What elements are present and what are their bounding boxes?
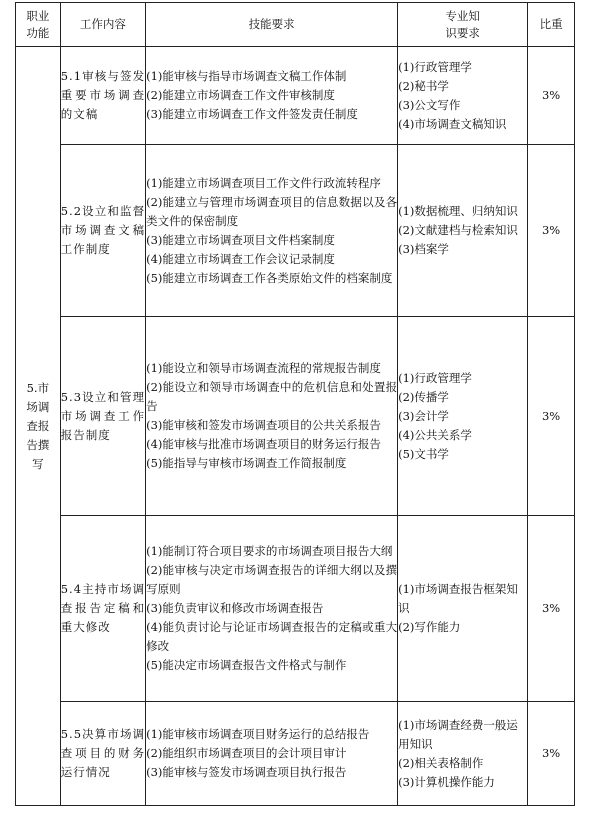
- function-cell: 5.市 场调 查报 告撰 写: [16, 47, 61, 806]
- weight-cell: 3%: [528, 516, 575, 702]
- skill-item: (3)能负责审议和修改市场调查报告: [146, 601, 324, 615]
- skills-cell: [146, 516, 398, 702]
- skill-item: (2)能审核与决定市场调查报告的详细大纲以及撰写原则: [146, 563, 398, 596]
- work-content-cell: 5.5决算市场调查项目的财务运行情况: [60, 702, 145, 806]
- knowledge-item: (2)传播学: [398, 389, 449, 404]
- skills-cell: [146, 47, 398, 145]
- skill-item: (4)能建立市场调查工作会议记录制度: [146, 251, 335, 266]
- skill-item: (5)能建立市场调查工作各类原始文件的档案制度: [146, 270, 393, 285]
- work-content-cell: 5.3设立和管理市场调查工作报告制度: [60, 317, 145, 516]
- table-row: [16, 145, 575, 317]
- weight-cell: 3%: [528, 317, 575, 516]
- knowledge-item: (5)文书学: [398, 446, 449, 461]
- skills-cell: [146, 702, 398, 806]
- table-row: [16, 47, 575, 145]
- knowledge-cell: [398, 516, 528, 702]
- knowledge-item: (3)档案学: [398, 242, 449, 256]
- skill-item: (3)能建立市场调查工作文件签发责任制度: [146, 107, 358, 121]
- skill-item: (3)能建立市场调查项目文件档案制度: [146, 232, 335, 247]
- knowledge-cell: [398, 47, 528, 145]
- knowledge-item: (1)数据梳理、归纳知识: [398, 204, 518, 218]
- knowledge-item: (1)行政管理学: [398, 370, 472, 385]
- skill-item: (2)能设立和领导市场调查中的危机信息和处置报告: [146, 380, 398, 413]
- weight-cell: 3%: [528, 47, 575, 145]
- knowledge-item: (2)文献建档与检索知识: [398, 223, 518, 237]
- header-function: 职业 功能: [16, 3, 61, 47]
- knowledge-item: (3)计算机操作能力: [398, 774, 495, 789]
- knowledge-item: (4)公共关系学: [398, 427, 472, 442]
- weight-cell: 3%: [528, 702, 575, 806]
- skill-item: (2)能组织市场调查项目的会计项目审计: [146, 746, 347, 760]
- knowledge-cell: [398, 145, 528, 317]
- knowledge-item: (1)行政管理学: [398, 59, 472, 74]
- skill-item: (3)能审核与签发市场调查项目执行报告: [146, 765, 347, 779]
- weight-cell: 3%: [528, 145, 575, 317]
- work-content-cell: 5.2设立和监督市场调查文稿工作制度: [60, 145, 145, 317]
- skills-cell: [146, 317, 398, 516]
- knowledge-item: (3)会计学: [398, 408, 449, 423]
- skill-item: (4)能负责讨论与论证市场调查报告的定稿或重大修改: [146, 620, 398, 653]
- knowledge-item: (3)公文写作: [398, 97, 461, 112]
- knowledge-item: (1)市场调查经费一般运用知识: [398, 717, 518, 751]
- knowledge-item: (2)秘书学: [398, 78, 449, 93]
- skill-item: (1)能审核与指导市场调查文稿工作体制: [146, 69, 347, 83]
- header-content: 工作内容: [60, 3, 145, 47]
- skill-item: (1)能制订符合项目要求的市场调查项目报告大纲: [146, 544, 393, 558]
- skill-item: (1)能设立和领导市场调查流程的常规报告制度: [146, 361, 381, 375]
- skill-item: (4)能审核与批准市场调查项目的财务运行报告: [146, 437, 381, 451]
- skill-item: (2)能建立与管理市场调查项目的信息数据以及各类文件的保密制度: [146, 194, 398, 228]
- knowledge-cell: [398, 702, 528, 806]
- skill-item: (5)能决定市场调查报告文件格式与制作: [146, 658, 347, 672]
- table-header-row: [16, 3, 575, 47]
- table-row: [16, 516, 575, 702]
- header-skills: 技能要求: [146, 3, 398, 47]
- work-content-cell: 5.1审核与签发重要市场调查的文稿: [60, 47, 145, 145]
- knowledge-item: (2)写作能力: [398, 620, 461, 634]
- skill-item: (2)能建立市场调查工作文件审核制度: [146, 88, 335, 102]
- table-row: [16, 317, 575, 516]
- header-weight: 比重: [528, 3, 575, 47]
- skill-item: (1)能审核市场调查项目财务运行的总结报告: [146, 727, 370, 741]
- header-knowledge: 专业知 识要求: [398, 3, 528, 47]
- occupation-standard-table: [15, 2, 575, 806]
- skills-cell: [146, 145, 398, 317]
- skill-item: (5)能指导与审核市场调查工作简报制度: [146, 456, 347, 470]
- table-row: [16, 702, 575, 806]
- knowledge-item: (1)市场调查报告框架知识: [398, 582, 518, 615]
- skill-item: (1)能建立市场调查项目工作文件行政流转程序: [146, 175, 381, 190]
- knowledge-item: (4)市场调查文稿知识: [398, 116, 507, 131]
- work-content-cell: 5.4主持市场调查报告定稿和重大修改: [60, 516, 145, 702]
- knowledge-cell: [398, 317, 528, 516]
- knowledge-item: (2)相关表格制作: [398, 755, 484, 770]
- skill-item: (3)能审核和签发市场调查项目的公共关系报告: [146, 418, 381, 432]
